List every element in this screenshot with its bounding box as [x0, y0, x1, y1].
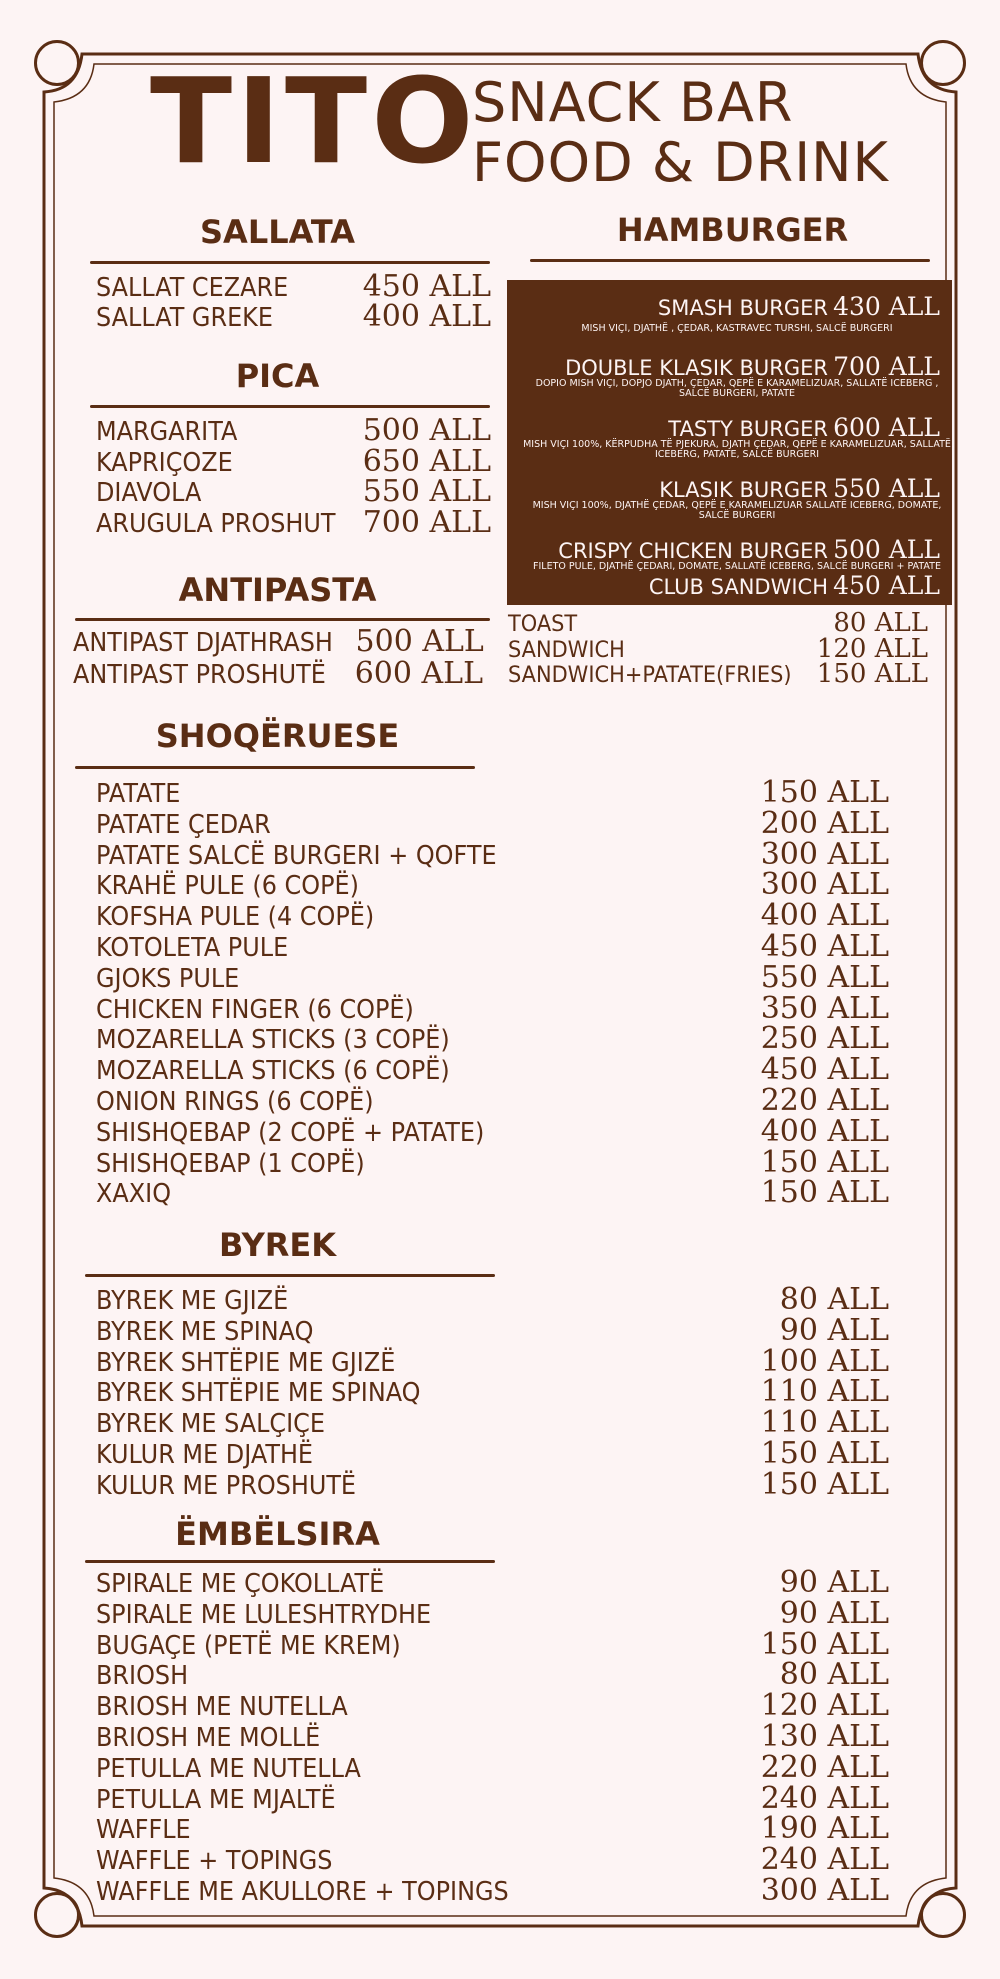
menu-item-row — [96, 805, 889, 841]
menu-item-name: BUGAÇE (PETË ME KREM) — [96, 1630, 401, 1661]
menu-item-row — [96, 1052, 889, 1088]
menu-item-row — [96, 1565, 889, 1600]
menu-item-price: 80 ALL — [779, 1657, 889, 1693]
menu-item-row — [96, 836, 889, 872]
menu-item-price: 150 ALL — [760, 1466, 889, 1502]
menu-item-row — [96, 898, 889, 934]
menu-item-row — [96, 1436, 889, 1471]
menu-item-price: 450 ALL — [760, 929, 889, 964]
menu-item-name: PETULLA ME MJALTË — [96, 1784, 336, 1815]
burger-description: MISH VIÇI, DJATHË , ÇEDAR, KASTRAVEC TURSHI, SALCË BURGERI — [581, 323, 893, 334]
menu-item-name: WAFFLE ME AKULLORE + TOPINGS — [96, 1877, 509, 1907]
menu-item-row — [96, 1749, 889, 1785]
menu-item-price: 220 ALL — [760, 1083, 889, 1118]
menu-item-price: 80 ALL — [779, 1282, 889, 1317]
burger-description: DOPIO MISH VIÇI, DOPJO DJATH, ÇEDAR, QEPË E KARAMELIZUAR, SALLATË ICEBERG , SALCË BURGERI, PATATE — [535, 378, 939, 399]
menu-item-row — [96, 1595, 889, 1631]
menu-item-price: 350 ALL — [760, 990, 889, 1026]
menu-item-name: PETULLA ME NUTELLA — [96, 1753, 361, 1784]
menu-item-price: 550 ALL — [362, 474, 491, 510]
section-title-shoqeruese: SHOQËRUESE — [155, 717, 400, 755]
burger-name: KLASIK BURGER — [659, 478, 828, 502]
menu-item-price: 150 ALL — [760, 1144, 889, 1180]
menu-item-price: 600 ALL — [354, 656, 483, 691]
menu-item-price: 240 ALL — [760, 1780, 889, 1816]
menu-item-price: 90 ALL — [779, 1312, 889, 1348]
section-divider — [75, 766, 475, 769]
menu-item-name: ARUGULA PROSHUT — [96, 509, 336, 540]
menu-item-row — [96, 867, 889, 903]
section-title-sallata: SALLATA — [200, 213, 355, 251]
menu-item-name: PATATE ÇEDAR — [96, 809, 271, 840]
burger-price: 450 ALL — [833, 571, 940, 600]
burger-description: MISH VIÇI 100%, KËRPUDHA TË PJEKURA, DJATH ÇEDAR, QEPË E KARAMELIZUAR, SALLATË ICEBERG, PATATE, SALCË BURGERI — [523, 439, 951, 460]
menu-item-name: TOAST — [508, 612, 578, 637]
menu-item-name: BRIOSH ME MOLLË — [96, 1723, 321, 1753]
menu-item-row — [508, 610, 928, 636]
menu-item-row — [96, 1780, 889, 1816]
menu-item-name: XAXIQ — [96, 1179, 172, 1210]
section-divider — [90, 405, 490, 408]
menu-item-price: 100 ALL — [760, 1343, 889, 1379]
menu-item-name: BRIOSH — [96, 1661, 189, 1692]
menu-item-price: 150 ALL — [760, 775, 889, 810]
menu-item-price: 400 ALL — [362, 299, 491, 334]
menu-item-name: KULUR ME DJATHË — [96, 1440, 314, 1470]
section-divider — [90, 261, 490, 264]
burger-price: 550 ALL — [833, 474, 940, 503]
menu-item-name: GJOKS PULE — [96, 963, 240, 994]
menu-item-price: 300 ALL — [760, 1873, 889, 1908]
menu-item-price: 700 ALL — [362, 505, 491, 541]
corner-ornament-icon — [920, 1892, 966, 1938]
menu-item-price: 400 ALL — [760, 1113, 889, 1149]
menu-item-name: SHISHQEBAP (2 COPË + PATATE) — [96, 1117, 485, 1148]
burger-name: CLUB SANDWICH — [648, 575, 828, 599]
menu-item-name: WAFFLE — [96, 1815, 191, 1846]
menu-item-price: 220 ALL — [760, 1749, 889, 1785]
menu-item-name: ONION RINGS (6 COPË) — [96, 1087, 374, 1117]
menu-item-row — [96, 269, 491, 304]
menu-item-row — [96, 1282, 889, 1317]
section-title-hamburger: HAMBURGER — [616, 211, 849, 249]
menu-item-price: 300 ALL — [760, 867, 889, 903]
burger-price: 500 ALL — [833, 535, 940, 564]
menu-item-row — [96, 474, 491, 510]
burger-price: 430 ALL — [833, 292, 940, 321]
burger-description: MISH VIÇI 100%, DJATHË ÇEDAR, QEPË E KARAMELIZUAR SALLATË ICEBERG, DOMATE, SALCË BURGERI — [532, 500, 942, 521]
menu-item-row — [96, 1175, 889, 1211]
menu-item-row — [96, 413, 491, 448]
burger-price: 700 ALL — [833, 352, 940, 381]
menu-item-name: SPIRALE ME LULESHTRYDHE — [96, 1599, 432, 1630]
burger-name: CRISPY CHICKEN BURGER — [558, 539, 828, 563]
subtitle-line1: SNACK BAR — [472, 71, 794, 134]
menu-item-price: 250 ALL — [760, 1021, 889, 1057]
menu-item-price: 200 ALL — [760, 805, 889, 841]
section-divider — [75, 618, 490, 621]
menu-item-row — [96, 1343, 889, 1379]
menu-item-price: 300 ALL — [760, 836, 889, 872]
menu-item-row — [73, 656, 483, 691]
menu-item-row — [96, 1466, 889, 1502]
menu-item-name: BYREK ME SPINAQ — [96, 1316, 314, 1347]
menu-item-price: 110 ALL — [760, 1374, 889, 1410]
menu-item-price: 500 ALL — [355, 624, 484, 659]
subtitle-line2: FOOD & DRINK — [472, 131, 889, 194]
menu-item-row — [96, 1688, 889, 1724]
menu-item-row — [96, 1842, 889, 1878]
menu-item-row — [96, 1144, 889, 1180]
menu-item-row — [96, 929, 889, 964]
corner-ornament-icon — [34, 40, 80, 86]
menu-item-name: SANDWICH — [508, 637, 625, 663]
section-divider — [530, 259, 930, 262]
menu-item-row — [96, 1626, 889, 1662]
menu-item-name: ANTIPAST PROSHUTË — [73, 660, 326, 690]
menu-item-name: SALLAT CEZARE — [96, 273, 289, 303]
burger-price: 600 ALL — [833, 413, 940, 442]
menu-item-price: 150 ALL — [760, 1175, 889, 1211]
menu-item-price: 500 ALL — [362, 413, 491, 448]
menu-item-row — [73, 624, 484, 659]
burger-name: SMASH BURGER — [657, 296, 828, 320]
menu-item-name: SANDWICH+PATATE(FRIES) — [508, 663, 792, 688]
menu-item-row — [508, 661, 928, 687]
menu-item-name: BYREK ME GJIZË — [96, 1286, 289, 1316]
menu-item-name: CHICKEN FINGER (6 COPË) — [96, 994, 414, 1025]
menu-item-price: 150 ALL — [760, 1436, 889, 1471]
menu-item-name: SPIRALE ME ÇOKOLLATË — [96, 1569, 385, 1599]
menu-item-row — [96, 443, 491, 479]
menu-item-price: 90 ALL — [779, 1595, 889, 1631]
menu-item-name: PATATE — [96, 779, 181, 809]
menu-item-row — [96, 1021, 889, 1057]
menu-item-name: BRIOSH ME NUTELLA — [96, 1692, 348, 1723]
menu-item-row — [96, 1873, 889, 1908]
menu-item-price: 150 ALL — [760, 1626, 889, 1662]
menu-item-price: 110 ALL — [760, 1405, 889, 1441]
section-divider — [85, 1560, 495, 1563]
menu-item-price: 130 ALL — [760, 1719, 889, 1754]
menu-item-name: SHISHQEBAP (1 COPË) — [96, 1148, 365, 1179]
brand-title: TITO — [150, 52, 478, 190]
menu-item-name: KOTOLETA PULE — [96, 933, 289, 963]
menu-item-price: 240 ALL — [760, 1842, 889, 1878]
menu-item-row — [96, 1113, 889, 1149]
menu-item-name: SALLAT GREKE — [96, 303, 273, 333]
burger-name: TASTY BURGER — [668, 417, 828, 441]
corner-ornament-icon — [34, 1892, 80, 1938]
burger-name: DOUBLE KLASIK BURGER — [565, 356, 828, 380]
menu-item-price: 400 ALL — [760, 898, 889, 934]
menu-item-row — [96, 959, 889, 995]
corner-ornament-icon — [920, 40, 966, 86]
menu-item-name: BYREK ME SALÇIÇE — [96, 1409, 325, 1440]
menu-item-row — [96, 505, 491, 541]
menu-item-row — [96, 1083, 889, 1118]
menu-item-price: 650 ALL — [362, 443, 491, 479]
menu-item-row — [96, 1811, 889, 1847]
menu-item-row — [96, 775, 889, 810]
menu-item-name: KAPRIÇOZE — [96, 447, 233, 478]
menu-item-name: BYREK SHTËPIE ME GJIZË — [96, 1347, 396, 1378]
menu-item-row — [96, 1374, 889, 1410]
menu-item-name: DIAVOLA — [96, 478, 202, 509]
menu-item-row — [96, 1405, 889, 1441]
section-divider — [85, 1274, 495, 1277]
burger-description: FILETO PULE, DJATHË ÇEDARI, DOMATE, SALLATË ICEBERG, SALCË BURGERI + PATATE — [533, 561, 941, 572]
section-title-antipasta: ANTIPASTA — [178, 571, 377, 609]
menu-item-name: ANTIPAST DJATHRASH — [73, 628, 333, 658]
section-title-embelsira: ËMBËLSIRA — [175, 1515, 380, 1553]
menu-item-name: MOZARELLA STICKS (3 COPË) — [96, 1025, 450, 1056]
menu-item-price: 90 ALL — [779, 1565, 889, 1600]
menu-item-name: MOZARELLA STICKS (6 COPË) — [96, 1056, 450, 1087]
menu-item-name: BYREK SHTËPIE ME SPINAQ — [96, 1378, 421, 1409]
section-title-pica: PICA — [235, 357, 320, 395]
menu-item-name: MARGARITA — [96, 417, 238, 447]
menu-item-price: 190 ALL — [760, 1811, 889, 1847]
menu-item-name: KULUR ME PROSHUTË — [96, 1470, 357, 1501]
menu-item-row — [96, 1657, 889, 1693]
menu-item-name: KOFSHA PULE (4 COPË) — [96, 902, 375, 933]
menu-item-price: 80 ALL — [833, 608, 928, 638]
section-title-byrek: BYREK — [218, 1226, 337, 1264]
menu-item-name: KRAHË PULE (6 COPË) — [96, 871, 359, 902]
menu-item-row — [96, 299, 491, 334]
menu-item-row — [96, 1719, 889, 1754]
hamburger-panel — [507, 280, 952, 605]
menu-item-row — [508, 633, 928, 664]
menu-item-price: 120 ALL — [760, 1688, 889, 1724]
menu-item-price: 120 ALL — [816, 633, 928, 664]
menu-item-row — [96, 990, 889, 1026]
menu-item-name: PATATE SALCË BURGERI + QOFTE — [96, 840, 497, 871]
menu-item-price: 150 ALL — [816, 659, 928, 689]
menu-item-row — [96, 1312, 889, 1348]
menu-item-price: 450 ALL — [760, 1052, 889, 1088]
menu-item-price: 550 ALL — [760, 959, 889, 995]
menu-item-price: 450 ALL — [362, 269, 491, 304]
menu-item-name: WAFFLE + TOPINGS — [96, 1846, 333, 1877]
